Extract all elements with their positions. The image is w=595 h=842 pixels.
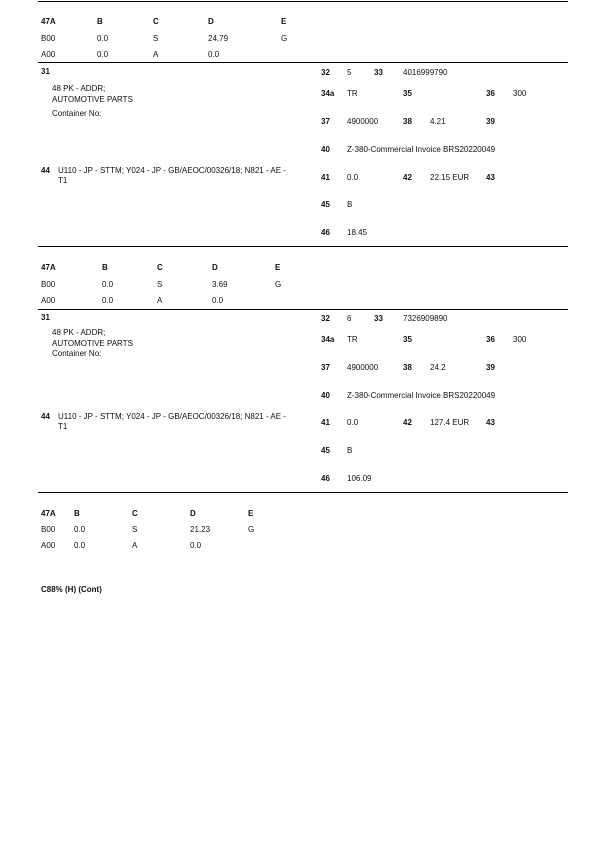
box44-line-1: U110 - JP - STTM; Y024 - JP - GB/AEOC/00326/18; N821 - AE - — [58, 166, 286, 175]
top-rule — [38, 1, 568, 2]
box31-label: 31 — [41, 313, 50, 322]
item-price: 22.15 EUR — [430, 173, 470, 182]
box33-label: 33 — [374, 314, 383, 323]
tax-type: B00 — [41, 34, 56, 43]
box44-line-1: U110 - JP - STTM; Y024 - JP - GB/AEOC/00326/18; N821 - AE - — [58, 412, 286, 421]
box37-label: 37 — [321, 117, 330, 126]
packages-line-2: AUTOMOTIVE PARTS — [52, 95, 133, 104]
tax-header-d: D — [208, 17, 214, 26]
box42-label: 42 — [403, 418, 412, 427]
box46-label: 46 — [321, 228, 330, 237]
box35-label: 35 — [403, 335, 412, 344]
tax-amount: 21.23 — [190, 525, 211, 534]
tax-type: A00 — [41, 296, 56, 305]
box34a-label: 34a — [321, 89, 335, 98]
box40-label: 40 — [321, 391, 330, 400]
container-label: Container No: — [52, 109, 102, 118]
preference-code: 300 — [513, 335, 527, 344]
box44-line-2: T1 — [58, 176, 68, 185]
packages-line-2: AUTOMOTIVE PARTS — [52, 339, 133, 348]
box40-label: 40 — [321, 145, 330, 154]
item-price: 127.4 EUR — [430, 418, 470, 427]
tax-header-c: C — [153, 17, 159, 26]
tax-header-e: E — [248, 509, 254, 518]
box43-label: 43 — [486, 173, 495, 182]
tax-header-e: E — [281, 17, 287, 26]
tax-type: A00 — [41, 541, 56, 550]
box37-label: 37 — [321, 363, 330, 372]
tax-rate: A — [132, 541, 138, 550]
tax-mop: G — [275, 280, 282, 289]
tax-base: 0.0 — [97, 34, 109, 43]
box34a-label: 34a — [321, 335, 335, 344]
tax-type: B00 — [41, 280, 56, 289]
previous-document: Z-380-Commercial Invoice BRS20220049 — [347, 145, 496, 154]
adjustment-code: B — [347, 446, 353, 455]
box41-label: 41 — [321, 418, 330, 427]
box42-label: 42 — [403, 173, 412, 182]
box39-label: 39 — [486, 363, 495, 372]
tax-amount: 3.69 — [212, 280, 228, 289]
tax-header-e: E — [275, 263, 281, 272]
tax-base: 0.0 — [74, 541, 86, 550]
container-label: Container No: — [52, 349, 102, 358]
packages-line-1: 48 PK - ADDR; — [52, 328, 106, 337]
box43-label: 43 — [486, 418, 495, 427]
commodity-code: 7326909890 — [403, 314, 448, 323]
tax-rate: S — [153, 34, 159, 43]
tax-type: A00 — [41, 50, 56, 59]
origin-country: TR — [347, 89, 358, 98]
box33-label: 33 — [374, 68, 383, 77]
tax-base: 0.0 — [74, 525, 86, 534]
commodity-code: 4016999790 — [403, 68, 448, 77]
procedure-code: 4900000 — [347, 117, 379, 126]
tax-rate: A — [153, 50, 159, 59]
box31-label: 31 — [41, 67, 50, 76]
tax-header-c: C — [132, 509, 138, 518]
tax-base: 0.0 — [102, 296, 114, 305]
box32-label: 32 — [321, 68, 330, 77]
packages-line-1: 48 PK - ADDR; — [52, 84, 106, 93]
tax-type: B00 — [41, 525, 56, 534]
procedure-code: 4900000 — [347, 363, 379, 372]
tax-header-d: D — [212, 263, 218, 272]
box38-label: 38 — [403, 363, 412, 372]
origin-country: TR — [347, 335, 358, 344]
item-1-top-rule — [38, 62, 568, 63]
box36-label: 36 — [486, 89, 495, 98]
tax-amount: 0.0 — [190, 541, 202, 550]
tax-base: 0.0 — [97, 50, 109, 59]
box44-label: 44 — [41, 166, 50, 175]
tax-rate: S — [157, 280, 163, 289]
tax-base: 0.0 — [102, 280, 114, 289]
box44-label: 44 — [41, 412, 50, 421]
item-1-bottom-rule — [38, 246, 568, 247]
statistical-value: 18.45 — [347, 228, 368, 237]
item-2-top-rule — [38, 309, 568, 310]
tax-header-c: C — [157, 263, 163, 272]
net-mass: 4.21 — [430, 117, 446, 126]
box41-label: 41 — [321, 173, 330, 182]
box35-label: 35 — [403, 89, 412, 98]
tax-rate: S — [132, 525, 138, 534]
box32-label: 32 — [321, 314, 330, 323]
box38-label: 38 — [403, 117, 412, 126]
tax-mop: G — [281, 34, 288, 43]
supplementary-units: 0.0 — [347, 418, 359, 427]
box44-line-2: T1 — [58, 422, 68, 431]
box46-label: 46 — [321, 474, 330, 483]
tax-header-47a: 47A — [41, 509, 56, 518]
preference-code: 300 — [513, 89, 527, 98]
tax-amount: 0.0 — [212, 296, 224, 305]
tax-header-b: B — [102, 263, 108, 272]
net-mass: 24.2 — [430, 363, 446, 372]
item-2-bottom-rule — [38, 492, 568, 493]
box45-label: 45 — [321, 200, 330, 209]
item-number: 6 — [347, 314, 352, 323]
supplementary-units: 0.0 — [347, 173, 359, 182]
box45-label: 45 — [321, 446, 330, 455]
tax-header-b: B — [97, 17, 103, 26]
tax-header-b: B — [74, 509, 80, 518]
tax-header-47a: 47A — [41, 17, 56, 26]
tax-header-47a: 47A — [41, 263, 56, 272]
statistical-value: 106.09 — [347, 474, 372, 483]
continuation-footer: C88% (H) (Cont) — [41, 585, 102, 594]
tax-rate: A — [157, 296, 163, 305]
tax-header-d: D — [190, 509, 196, 518]
tax-mop: G — [248, 525, 255, 534]
adjustment-code: B — [347, 200, 353, 209]
item-number: 5 — [347, 68, 352, 77]
box36-label: 36 — [486, 335, 495, 344]
tax-amount: 24.79 — [208, 34, 229, 43]
box39-label: 39 — [486, 117, 495, 126]
previous-document: Z-380-Commercial Invoice BRS20220049 — [347, 391, 496, 400]
tax-amount: 0.0 — [208, 50, 220, 59]
